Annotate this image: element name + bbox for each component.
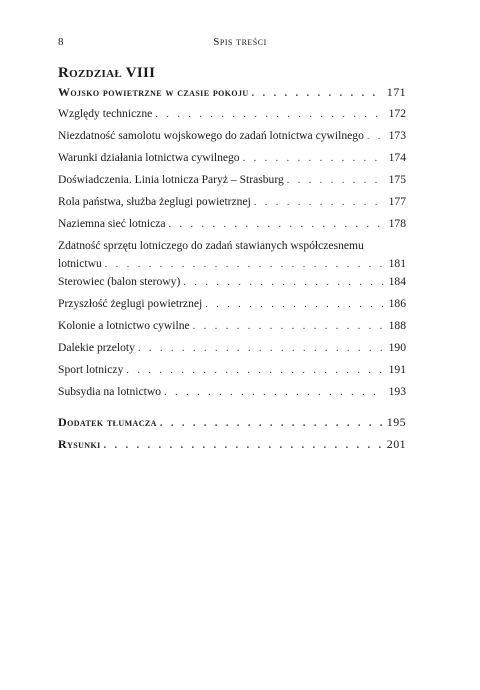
toc-entry-page: 184 bbox=[388, 275, 406, 288]
dot-leader bbox=[243, 150, 385, 168]
toc-entry[interactable] bbox=[58, 317, 406, 339]
dot-leader bbox=[367, 128, 385, 146]
toc-entry[interactable] bbox=[58, 361, 406, 383]
toc-entry-title: Wojsko powietrzne w czasie pokoju bbox=[58, 85, 249, 99]
toc-entry-page: 188 bbox=[388, 319, 406, 332]
dot-leader bbox=[105, 256, 385, 274]
toc-entry-page: 191 bbox=[388, 363, 406, 376]
toc-entry-title: Niezdatność samolotu wojskowego do zadań lotnictwa cywilnego bbox=[58, 129, 364, 142]
toc-entry-title: Rysunki bbox=[58, 437, 101, 451]
toc-entry-title: Zdatność sprzętu lotniczego do zadań stawianych współczesnemu bbox=[58, 239, 364, 252]
table-of-contents bbox=[58, 64, 406, 457]
toc-entry-title: Doświadczenia. Linia lotnicza Paryż – Strasburg bbox=[58, 173, 284, 186]
dot-leader bbox=[183, 274, 385, 292]
dot-leader bbox=[126, 362, 385, 380]
toc-entry-page: 190 bbox=[388, 341, 406, 354]
chapter-heading: Rozdział VIII bbox=[58, 65, 156, 81]
toc-entry-page: 193 bbox=[388, 385, 406, 398]
toc-entry-title: Sport lotniczy bbox=[58, 363, 124, 376]
toc-entry-page: 201 bbox=[386, 437, 406, 451]
toc-entry[interactable] bbox=[58, 237, 406, 273]
toc-entry[interactable] bbox=[58, 339, 406, 361]
toc-entry-title: Względy techniczne bbox=[58, 107, 153, 120]
dot-leader bbox=[160, 415, 384, 433]
toc-entry[interactable] bbox=[58, 171, 406, 193]
toc-entry[interactable] bbox=[58, 149, 406, 171]
section-spacer bbox=[58, 405, 406, 413]
running-head bbox=[58, 36, 422, 52]
toc-entry-page: 171 bbox=[386, 85, 406, 99]
page-number: 8 bbox=[58, 36, 64, 48]
toc-entry[interactable] bbox=[58, 273, 406, 295]
toc-entry[interactable] bbox=[58, 215, 406, 237]
dot-leader bbox=[254, 194, 385, 212]
toc-entry-title: Subsydia na lotnictwo bbox=[58, 385, 162, 398]
toc-entry[interactable] bbox=[58, 193, 406, 215]
toc-entry[interactable] bbox=[58, 127, 406, 149]
toc-entry-title: Warunki działania lotnictwa cywilnego bbox=[58, 151, 240, 164]
toc-entry-title: Kolonie a lotnictwo cywilne bbox=[58, 319, 190, 332]
toc-entry-page: 172 bbox=[388, 107, 406, 120]
dot-leader bbox=[104, 437, 384, 455]
toc-entry-page: 178 bbox=[388, 217, 406, 230]
dot-leader bbox=[164, 384, 385, 402]
toc-entry-page: 195 bbox=[386, 415, 406, 429]
toc-entry-main[interactable] bbox=[58, 83, 406, 105]
dot-leader bbox=[252, 85, 384, 103]
toc-entry-figures[interactable] bbox=[58, 435, 406, 457]
dot-leader bbox=[138, 340, 385, 358]
running-title: Spis treści bbox=[213, 36, 267, 48]
toc-entry-title: Dalekie przeloty bbox=[58, 341, 135, 354]
toc-entry-title: Dodatek tłumacza bbox=[58, 415, 157, 429]
toc-entry-page: 173 bbox=[388, 129, 406, 142]
toc-entry-title: Sterowiec (balon sterowy) bbox=[58, 275, 181, 288]
toc-entry-appendix[interactable] bbox=[58, 413, 406, 435]
toc-entry-title: Naziemna sieć lotnicza bbox=[58, 217, 166, 230]
toc-entry-title-continued: lotnictwu bbox=[58, 257, 102, 270]
toc-entry-page: 177 bbox=[388, 195, 406, 208]
toc-entry[interactable] bbox=[58, 383, 406, 405]
dot-leader bbox=[287, 172, 385, 190]
toc-entry-title: Przyszłość żeglugi powietrznej bbox=[58, 297, 203, 310]
dot-leader bbox=[205, 296, 385, 314]
toc-entry-page: 181 bbox=[388, 257, 406, 270]
toc-entry-page: 175 bbox=[388, 173, 406, 186]
toc-entry[interactable] bbox=[58, 295, 406, 317]
dot-leader bbox=[155, 106, 385, 124]
dot-leader bbox=[193, 318, 385, 336]
toc-entry[interactable] bbox=[58, 105, 406, 127]
toc-entry-title: Rola państwa, służba żeglugi powietrznej bbox=[58, 195, 251, 208]
dot-leader bbox=[169, 216, 385, 234]
toc-entry-page: 174 bbox=[388, 151, 406, 164]
toc-entry-page: 186 bbox=[388, 297, 406, 310]
